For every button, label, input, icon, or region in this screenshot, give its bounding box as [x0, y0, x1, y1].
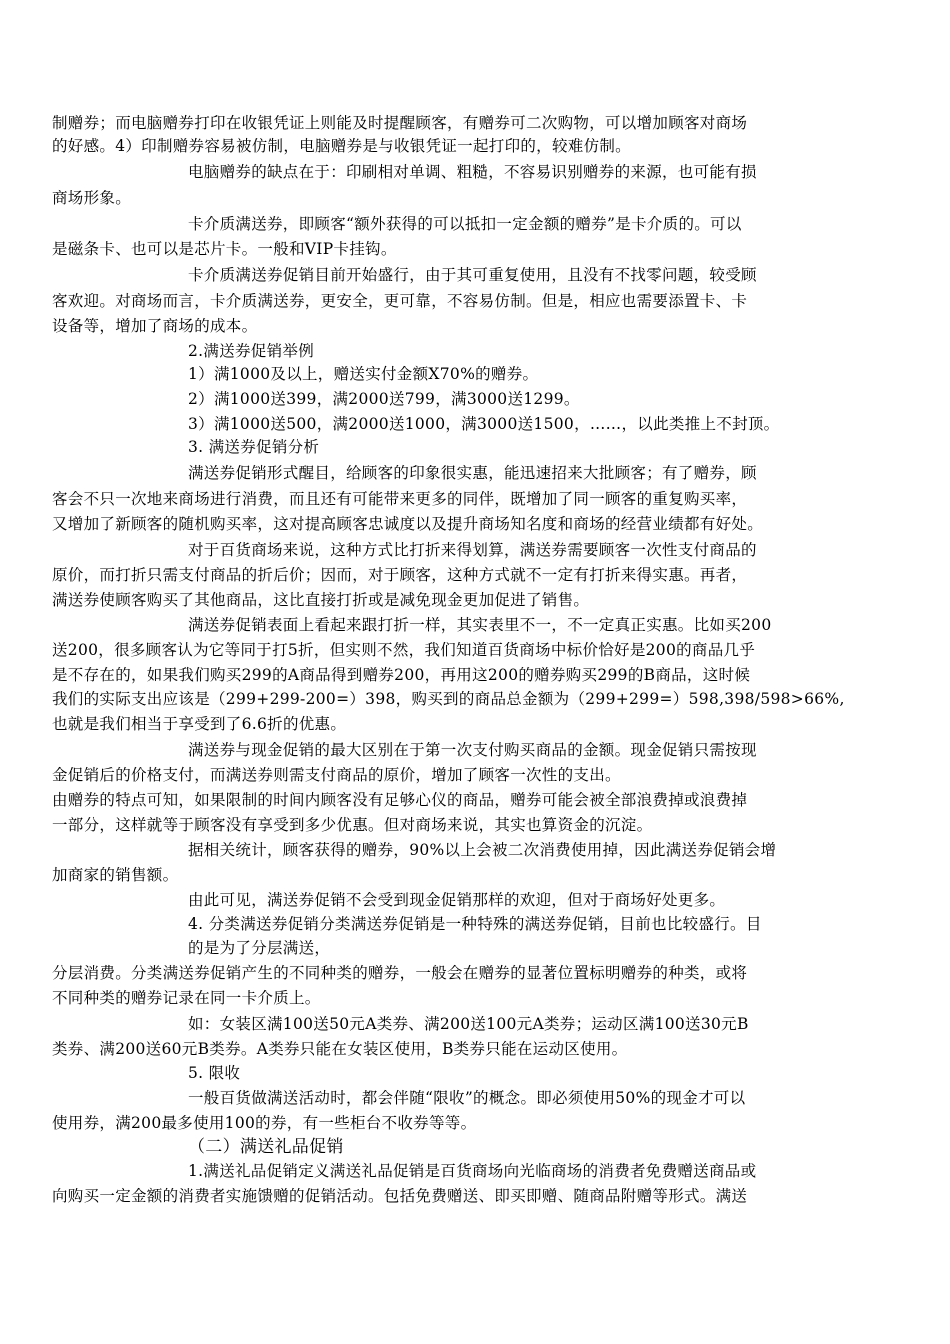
text-line: 类券、满200送60元B类券。A类券只能在女装区使用，B类券只能在运动区使用。 [52, 1040, 628, 1058]
paragraph-line: 电脑赠券的缺点在于：印刷相对单调、粗糙，不容易识别赠券的来源，也可能有损 [188, 163, 757, 181]
text-line: 向购买一定金额的消费者实施馈赠的促销活动。包括免费赠送、即买即赠、随商品附赠等形式。满送 [52, 1187, 748, 1205]
text-line: 又增加了新顾客的随机购买率，这对提高顾客忠诚度以及提升商场知名度和商场的经营业绩都有好处。 [52, 515, 764, 533]
list-item: 2）满1000送399，满2000送799，满3000送1299。 [188, 390, 580, 408]
paragraph-line: 1.满送礼品促销定义满送礼品促销是百货商场向光临商场的消费者免费赠送商品或 [188, 1162, 757, 1180]
paragraph-line: 卡介质满送券，即顾客“额外获得的可以抵扣一定金额的赠券”是卡介质的。可以 [188, 215, 742, 233]
text-line: 的是为了分层满送， [188, 939, 331, 957]
text-line: 加商家的销售额。 [52, 866, 179, 884]
heading-line: 3. 满送券促销分析 [188, 438, 320, 456]
text-line: 原价，而打折只需支付商品的折后价；因而，对于顾客，这种方式就不一定有打折来得实惠。再者， [52, 566, 748, 584]
text-line: 商场形象。 [52, 189, 132, 207]
text-line: 使用券，满200最多使用100的券，有一些柜台不收券等等。 [52, 1114, 477, 1132]
text-line: 设备等，增加了商场的成本。 [52, 317, 258, 335]
paragraph-line: 满送券与现金促销的最大区别在于第一次支付购买商品的金额。现金促销只需按现 [188, 741, 757, 759]
heading-line: 5. 限收 [188, 1064, 241, 1082]
paragraph-line: 一般百货做满送活动时，都会伴随“限收”的概念。即必须使用50%的现金才可以 [188, 1089, 746, 1107]
text-line: 我们的实际支出应该是（299+299-200=）398，购买到的商品总金额为（299+299=）598,398/598>66%, [52, 690, 845, 708]
text-line: 也就是我们相当于享受到了6.6折的优惠。 [52, 715, 347, 733]
heading-line: 4. 分类满送券促销分类满送券促销是一种特殊的满送券促销，目前也比较盛行。目 [188, 915, 762, 933]
text-line: 客欢迎。对商场而言，卡介质满送券，更安全，更可靠，不容易仿制。但是，相应也需要添置卡、卡 [52, 292, 748, 310]
text-line: 一部分，这样就等于顾客没有享受到多少优惠。但对商场来说，其实也算资金的沉淀。 [52, 816, 653, 834]
text-line: 不同种类的赠券记录在同一卡介质上。 [52, 989, 321, 1007]
heading-line: 2.满送券促销举例 [188, 342, 314, 360]
text-line: 是不存在的，如果我们购买299的A商品得到赠券200，再用这200的赠券购买299的B商品，这时候 [52, 666, 751, 684]
text-line: 由赠券的特点可知，如果限制的时间内顾客没有足够心仪的商品，赠券可能会被全部浪费掉或浪费掉 [52, 791, 748, 809]
text-line: 分层消费。分类满送券促销产生的不同种类的赠券，一般会在赠券的显著位置标明赠券的种类，或将 [52, 964, 748, 982]
paragraph-line: 满送券促销形式醒目，给顾客的印象很实惠，能迅速招来大批顾客；有了赠券，顾 [188, 464, 757, 482]
paragraph-line: 如：女装区满100送50元A类券、满200送100元A类券；运动区满100送30元B [188, 1015, 749, 1033]
text-line: 是磁条卡、也可以是芯片卡。一般和VIP卡挂钩。 [52, 240, 397, 258]
list-item: 3）满1000送500，满2000送1000，满3000送1500，……，以此类推上不封顶。 [188, 415, 780, 433]
paragraph-line: 据相关统计，顾客获得的赠券，90%以上会被二次消费使用掉，因此满送券促销会增 [188, 841, 777, 859]
paragraph-line: 由此可见，满送券促销不会受到现金促销那样的欢迎，但对于商场好处更多。 [188, 891, 726, 909]
paragraph-line: 对于百货商场来说，这种方式比打折来得划算，满送券需要顾客一次性支付商品的 [188, 541, 757, 559]
text-line: 送200，很多顾客认为它等同于打5折，但实则不然，我们知道百货商场中标价恰好是200的商品几乎 [52, 641, 756, 659]
paragraph-line: 卡介质满送券促销目前开始盛行，由于其可重复使用，且没有不找零问题，较受顾 [188, 266, 757, 284]
text-line: 满送券使顾客购买了其他商品，这比直接打折或是减免现金更加促进了销售。 [52, 591, 590, 609]
section-heading: （二）满送礼品促销 [188, 1137, 344, 1157]
text-line: 制赠券；而电脑赠券打印在收银凭证上则能及时提醒顾客，有赠券可二次购物，可以增加顾客对商场 [52, 114, 748, 132]
text-line: 的好感。4）印制赠券容易被仿制，电脑赠券是与收银凭证一起打印的，较难仿制。 [52, 137, 631, 155]
list-item: 1）满1000及以上，赠送实付金额X70%的赠券。 [188, 365, 539, 383]
paragraph-line: 满送券促销表面上看起来跟打折一样，其实表里不一，不一定真正实惠。比如买200 [188, 616, 772, 634]
text-line: 金促销后的价格支付，而满送券则需支付商品的原价，增加了顾客一次性的支出。 [52, 766, 621, 784]
text-line: 客会不只一次地来商场进行消费，而且还有可能带来更多的同伴，既增加了同一顾客的重复购买率， [52, 490, 748, 508]
